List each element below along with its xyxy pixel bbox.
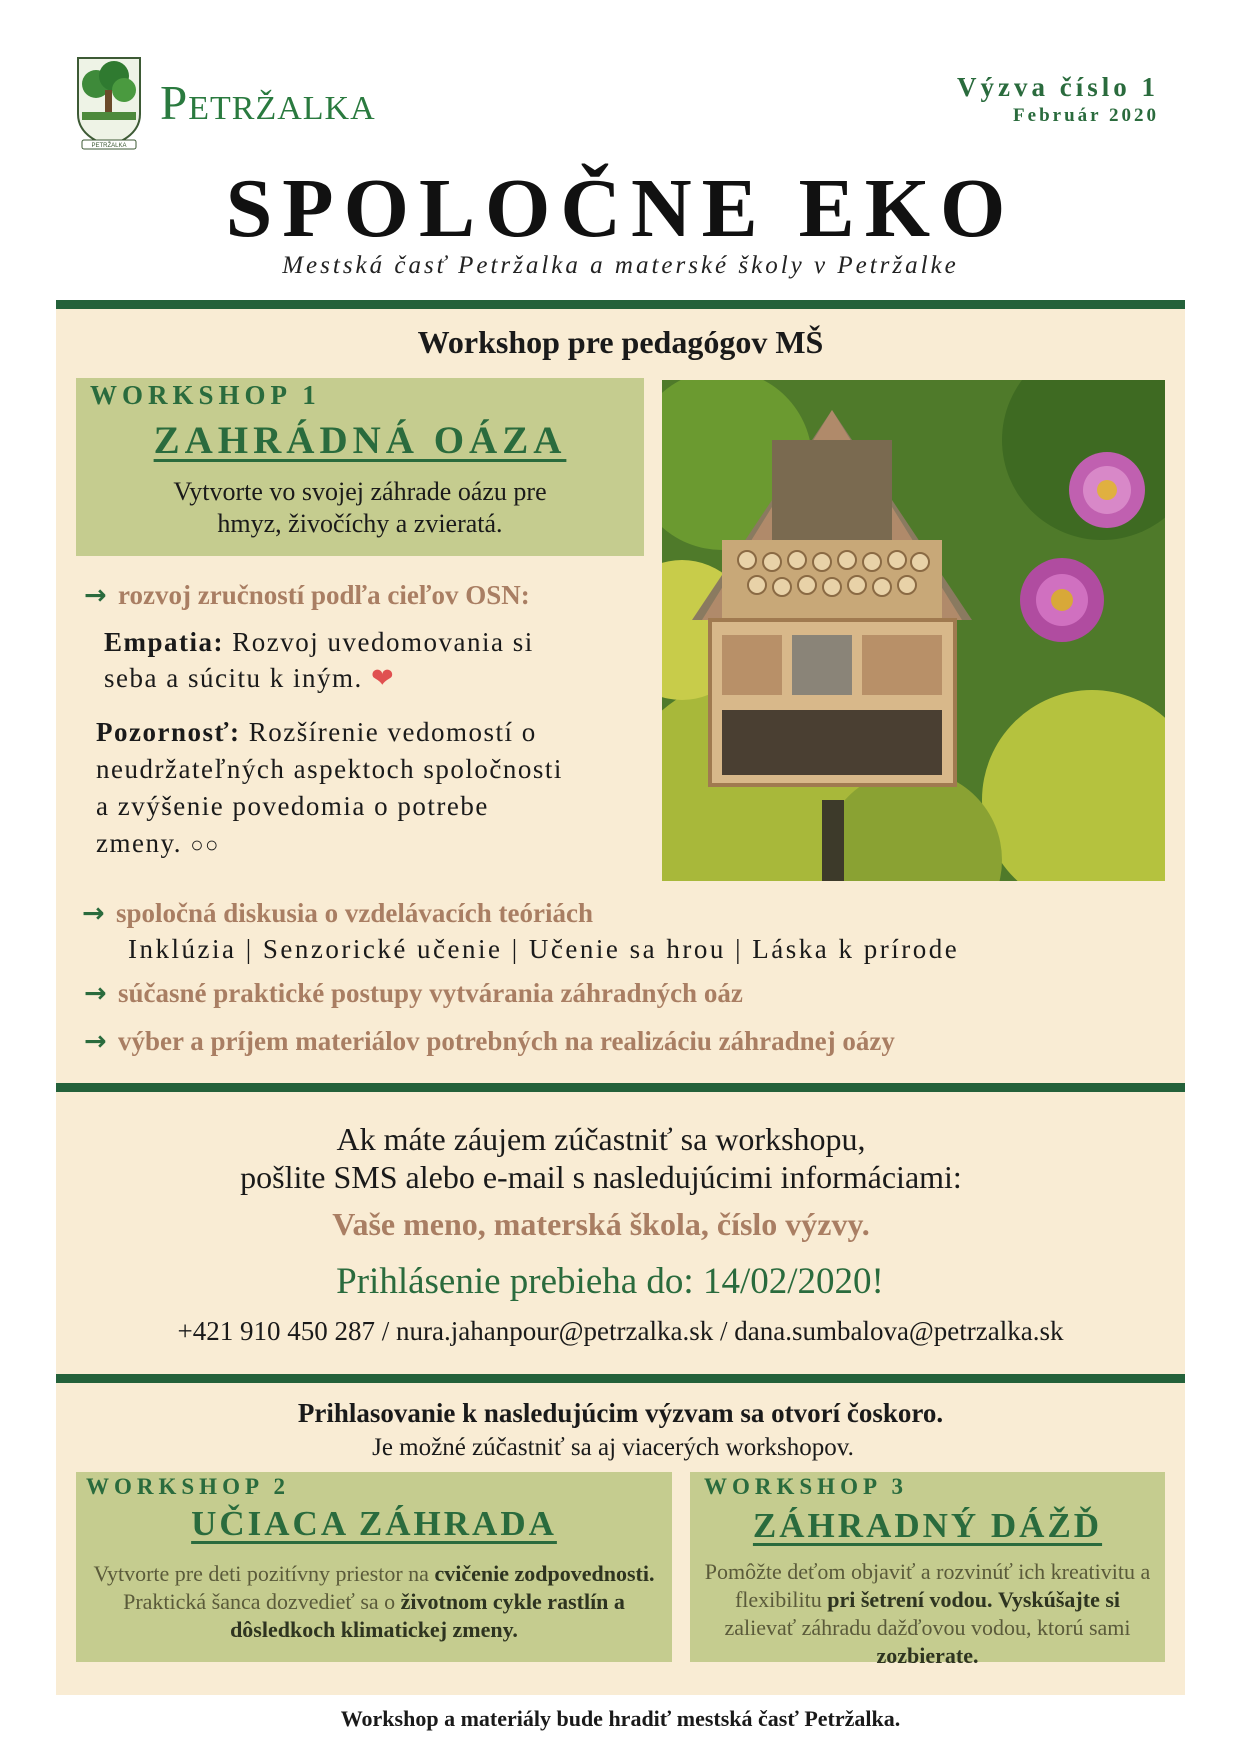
bullet-materials: → výber a príjem materiálov potrebných na realizáciu záhradnej oázy (84, 1026, 895, 1057)
issue-date: Február 2020 (1013, 105, 1159, 126)
upcoming-subheading: Je možné zúčastniť sa aj viacerých workshopov. (372, 1434, 854, 1461)
workshop-3-box (690, 1472, 1165, 1668)
workshop-1-label: WORKSHOP 1 (90, 380, 321, 410)
bullet-osn-goals: → rozvoj zručností podľa cieľov OSN: (84, 580, 530, 611)
registration-instructions: Ak máte záujem zúčastniť sa workshopu, pošlite SMS alebo e-mail s nasledujúcimi informáciami: (240, 1121, 962, 1195)
arrow-icon: → (82, 898, 105, 929)
workshop-3-name: ZÁHRADNÝ DÁŽĎ (752, 1506, 1103, 1545)
insect-hotel-photo (662, 380, 1165, 881)
workshop-1-name: ZAHRÁDNÁ OÁZA (153, 419, 567, 462)
heart-icon: ❤ (370, 663, 396, 693)
page-title: SPOLOČNE EKO (225, 162, 1016, 255)
workshop-3-description: Pomôžte deťom objaviť a rozvinúť ich kreativitu a flexibilitu pri šetrení vodou. Vyskúšajte si zalievať záhradu dažďovou vodou, ktorú sami zozbierate. (704, 1559, 1151, 1668)
workshop-2-name: UČIACA ZÁHRADA (191, 1504, 557, 1543)
bullet-discussion: → spoločná diskusia o vzdelávacích teóriách (82, 898, 594, 929)
workshop-3-label: WORKSHOP 3 (704, 1474, 908, 1499)
section-heading: Workshop pre pedagógov MŠ (417, 324, 824, 360)
registration-deadline: Prihlásenie prebieha do: 14/02/2020! (336, 1261, 884, 1302)
glasses-icon: ○○ (190, 832, 220, 857)
arrow-icon: → (84, 580, 107, 611)
footer-note: Workshop a materiály bude hradiť mestská časť Petržalka. (340, 1706, 901, 1731)
workshop-1-description: Vytvorte vo svojej záhrade oázu pre hmyz, živočíchy a zvieratá. (173, 477, 547, 538)
contact-info[interactable]: +421 910 450 287 / nura.jahanpour@petrzalka.sk / dana.sumbalova@petrzalka.sk (177, 1316, 1064, 1346)
arrow-icon: → (84, 978, 107, 1009)
workshop-2-box (76, 1472, 672, 1662)
issue-info (957, 72, 1159, 127)
divider (56, 1083, 1185, 1092)
divider (56, 1374, 1185, 1383)
empatia-paragraph: Empatia: Rozvoj uvedomovania si seba a súcitu k iným. ❤ (104, 627, 534, 693)
theories-list: Inklúzia | Senzorické učenie | Učenie sa hrou | Láska k prírode (128, 934, 960, 964)
pozornost-label: Pozornosť: (96, 717, 241, 747)
required-info: Vaše meno, materská škola, číslo výzvy. (332, 1206, 870, 1242)
empatia-label: Empatia: (104, 627, 224, 657)
bullet-practices: → súčasné praktické postupy vytvárania záhradných oáz (84, 978, 743, 1009)
workshop-1-box (76, 378, 644, 556)
pozornost-paragraph: Pozornosť: Rozšírenie vedomostí o neudržateľných aspektoch spoločnosti a zvýšenie povedomia o potrebe zmeny. ○○ (96, 717, 563, 858)
arrow-icon: → (84, 1026, 107, 1057)
upcoming-heading: Prihlasovanie k nasledujúcim výzvam sa otvorí čoskoro. (297, 1398, 944, 1428)
coat-of-arms-logo (74, 54, 144, 152)
workshop-2-description: Vytvorte pre deti pozitívny priestor na cvičenie zodpovednosti. Praktická šanca dozvedieť sa o životnom cykle rastlín a dôsledkoch klimatickej zmeny. (93, 1561, 655, 1642)
brand-name: Petržalka (160, 75, 376, 130)
issue-number: Výzva číslo 1 (957, 72, 1159, 102)
svg-text:PETRŽALKA: PETRŽALKA (91, 143, 127, 149)
page-subtitle: Mestská časť Petržalka a materské školy v Petržalke (282, 252, 959, 279)
workshop-2-label: WORKSHOP 2 (86, 1474, 290, 1499)
divider (56, 300, 1185, 309)
